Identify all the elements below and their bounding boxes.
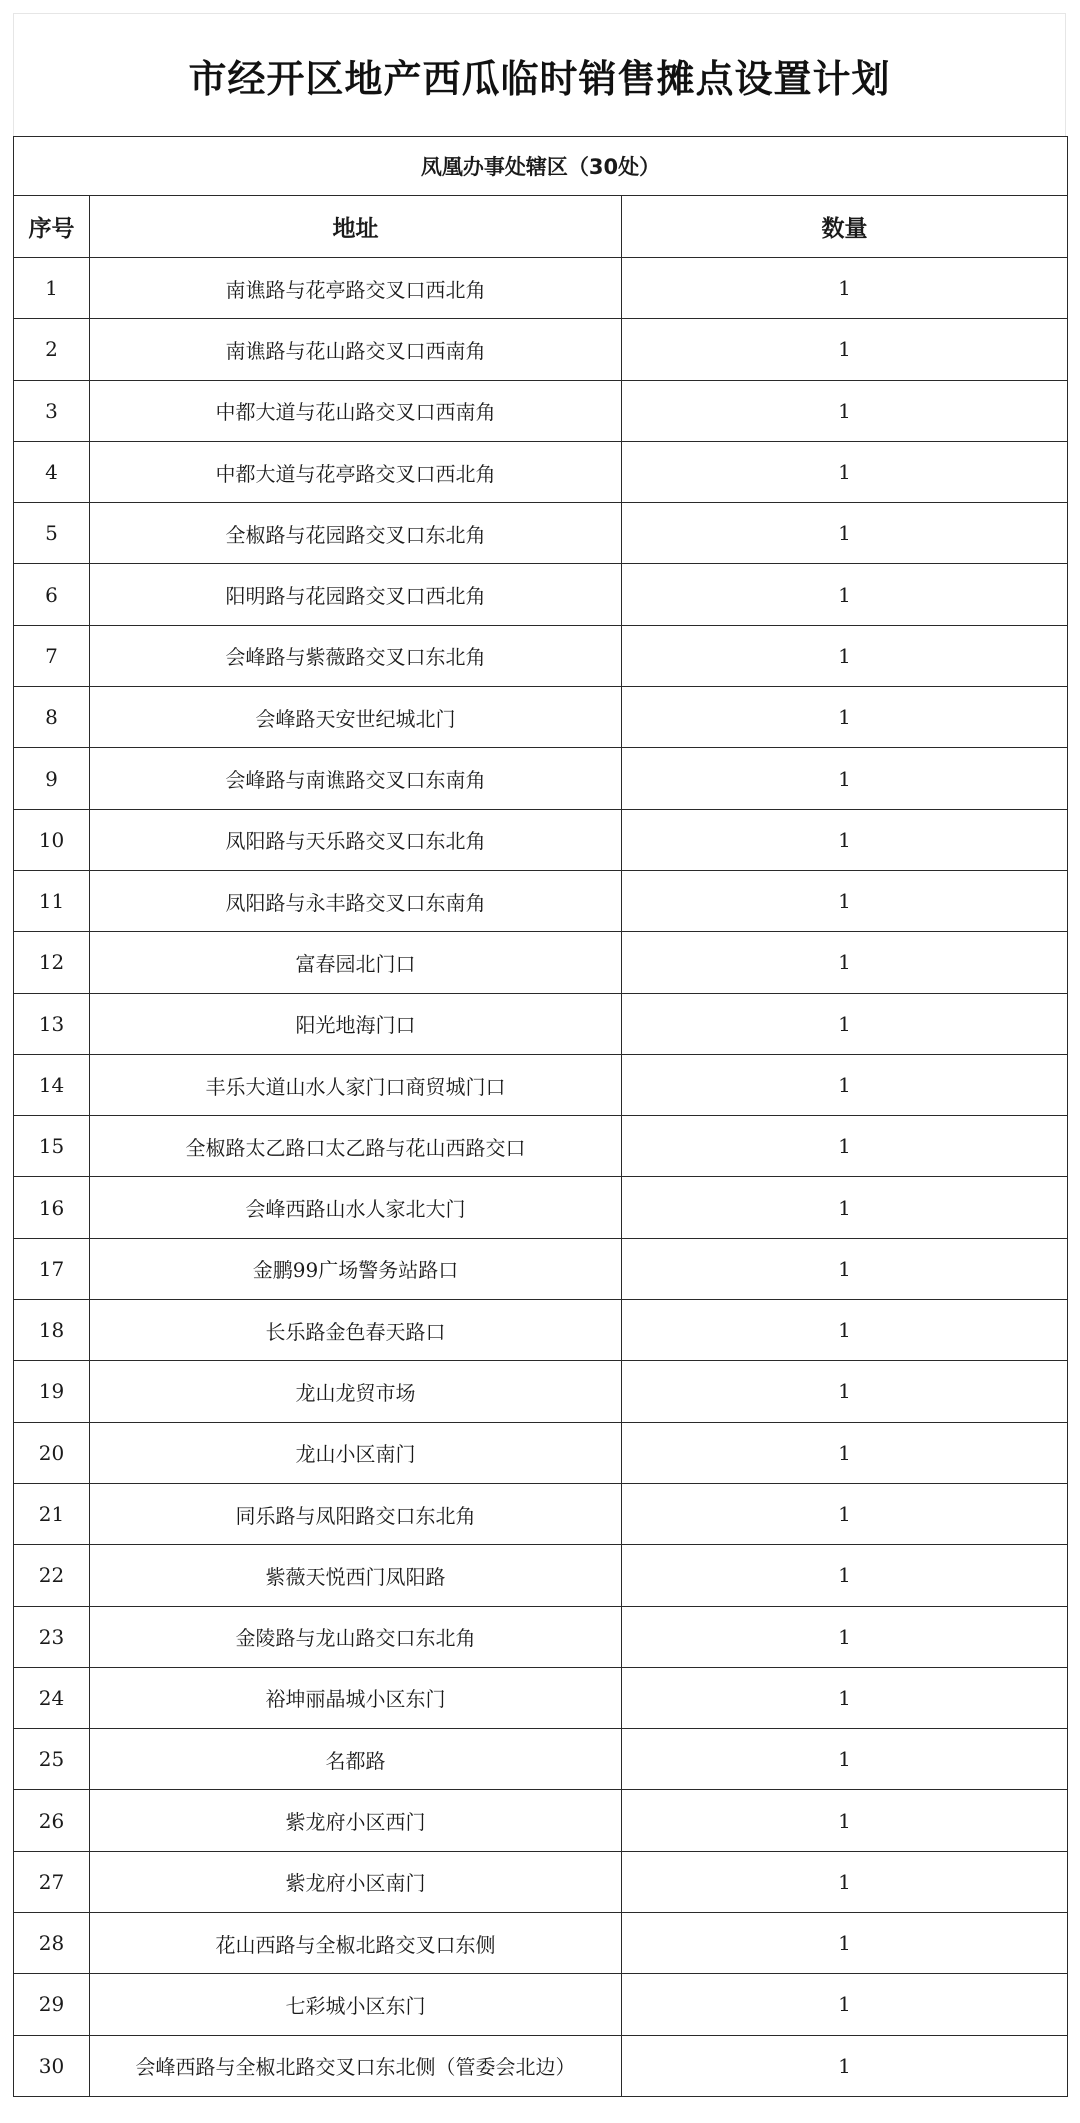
row-count: 1 xyxy=(622,319,1068,380)
row-count: 1 xyxy=(622,1361,1068,1422)
row-address: 金陵路与龙山路交口东北角 xyxy=(90,1606,622,1667)
row-address: 金鹏99广场警务站路口 xyxy=(90,1238,622,1299)
table-row xyxy=(14,503,1068,564)
row-address: 龙山龙贸市场 xyxy=(90,1361,622,1422)
row-count: 1 xyxy=(622,1238,1068,1299)
table-row xyxy=(14,1422,1068,1483)
row-index: 27 xyxy=(14,1851,90,1912)
row-count: 1 xyxy=(622,932,1068,993)
row-index: 6 xyxy=(14,564,90,625)
table-row xyxy=(14,319,1068,380)
district-row xyxy=(14,137,1068,196)
row-address: 龙山小区南门 xyxy=(90,1422,622,1483)
row-address: 阳光地海门口 xyxy=(90,993,622,1054)
row-count: 1 xyxy=(622,1606,1068,1667)
title-box xyxy=(13,13,1066,136)
row-index: 9 xyxy=(14,748,90,809)
header-index: 序号 xyxy=(14,196,90,258)
row-index: 29 xyxy=(14,1974,90,2035)
table-row xyxy=(14,1054,1068,1115)
row-index: 4 xyxy=(14,441,90,502)
table-row xyxy=(14,441,1068,502)
district-label: 凤凰办事处辖区（30处） xyxy=(14,137,1068,196)
table-row xyxy=(14,1974,1068,2035)
row-count: 1 xyxy=(622,258,1068,319)
table-row xyxy=(14,993,1068,1054)
row-index: 26 xyxy=(14,1790,90,1851)
row-address: 长乐路金色春天路口 xyxy=(90,1300,622,1361)
table-row xyxy=(14,258,1068,319)
row-count: 1 xyxy=(622,380,1068,441)
table-row xyxy=(14,1851,1068,1912)
table-row xyxy=(14,1606,1068,1667)
row-index: 16 xyxy=(14,1177,90,1238)
table-row xyxy=(14,2035,1068,2096)
row-address: 丰乐大道山水人家门口商贸城门口 xyxy=(90,1054,622,1115)
row-address: 同乐路与凤阳路交口东北角 xyxy=(90,1483,622,1544)
row-count: 1 xyxy=(622,809,1068,870)
row-index: 20 xyxy=(14,1422,90,1483)
row-index: 1 xyxy=(14,258,90,319)
row-index: 12 xyxy=(14,932,90,993)
row-index: 7 xyxy=(14,625,90,686)
row-index: 25 xyxy=(14,1729,90,1790)
table-row xyxy=(14,1913,1068,1974)
table-row xyxy=(14,380,1068,441)
row-address: 会峰路与南谯路交叉口东南角 xyxy=(90,748,622,809)
row-count: 1 xyxy=(622,1300,1068,1361)
row-count: 1 xyxy=(622,1483,1068,1544)
row-count: 1 xyxy=(622,1974,1068,2035)
row-index: 8 xyxy=(14,687,90,748)
row-index: 28 xyxy=(14,1913,90,1974)
row-count: 1 xyxy=(622,564,1068,625)
row-index: 24 xyxy=(14,1667,90,1728)
row-index: 10 xyxy=(14,809,90,870)
row-index: 11 xyxy=(14,870,90,931)
row-count: 1 xyxy=(622,625,1068,686)
table-row xyxy=(14,1790,1068,1851)
row-index: 30 xyxy=(14,2035,90,2096)
table-row xyxy=(14,870,1068,931)
row-index: 21 xyxy=(14,1483,90,1544)
table-row xyxy=(14,1483,1068,1544)
row-address: 全椒路太乙路口太乙路与花山西路交口 xyxy=(90,1116,622,1177)
table-row xyxy=(14,1300,1068,1361)
stall-plan-table xyxy=(13,136,1068,2097)
row-count: 1 xyxy=(622,1851,1068,1912)
row-index: 2 xyxy=(14,319,90,380)
row-count: 1 xyxy=(622,1913,1068,1974)
row-address: 中都大道与花亭路交叉口西北角 xyxy=(90,441,622,502)
table-row xyxy=(14,1238,1068,1299)
row-index: 5 xyxy=(14,503,90,564)
row-count: 1 xyxy=(622,748,1068,809)
row-index: 14 xyxy=(14,1054,90,1115)
row-address: 全椒路与花园路交叉口东北角 xyxy=(90,503,622,564)
row-index: 13 xyxy=(14,993,90,1054)
row-index: 15 xyxy=(14,1116,90,1177)
row-address: 凤阳路与天乐路交叉口东北角 xyxy=(90,809,622,870)
row-address: 南谯路与花亭路交叉口西北角 xyxy=(90,258,622,319)
table-row xyxy=(14,932,1068,993)
header-address: 地址 xyxy=(90,196,622,258)
table-row xyxy=(14,1667,1068,1728)
row-count: 1 xyxy=(622,1422,1068,1483)
row-address: 会峰路与紫薇路交叉口东北角 xyxy=(90,625,622,686)
row-address: 会峰路天安世纪城北门 xyxy=(90,687,622,748)
row-address: 七彩城小区东门 xyxy=(90,1974,622,2035)
table-row xyxy=(14,1729,1068,1790)
row-count: 1 xyxy=(622,993,1068,1054)
row-address: 紫薇天悦西门凤阳路 xyxy=(90,1545,622,1606)
header-row xyxy=(14,196,1068,258)
page-title: 市经开区地产西瓜临时销售摊点设置计划 xyxy=(188,56,891,101)
row-count: 1 xyxy=(622,503,1068,564)
table-row xyxy=(14,687,1068,748)
table-row xyxy=(14,564,1068,625)
row-index: 17 xyxy=(14,1238,90,1299)
table-row xyxy=(14,1116,1068,1177)
row-address: 紫龙府小区南门 xyxy=(90,1851,622,1912)
row-address: 会峰西路与全椒北路交叉口东北侧（管委会北边） xyxy=(90,2035,622,2096)
row-index: 18 xyxy=(14,1300,90,1361)
row-count: 1 xyxy=(622,1545,1068,1606)
table-row xyxy=(14,625,1068,686)
row-count: 1 xyxy=(622,687,1068,748)
row-index: 19 xyxy=(14,1361,90,1422)
row-count: 1 xyxy=(622,1729,1068,1790)
table-row xyxy=(14,1545,1068,1606)
row-count: 1 xyxy=(622,1667,1068,1728)
row-address: 会峰西路山水人家北大门 xyxy=(90,1177,622,1238)
row-count: 1 xyxy=(622,1790,1068,1851)
row-count: 1 xyxy=(622,870,1068,931)
row-address: 阳明路与花园路交叉口西北角 xyxy=(90,564,622,625)
row-address: 裕坤丽晶城小区东门 xyxy=(90,1667,622,1728)
row-count: 1 xyxy=(622,2035,1068,2096)
row-address: 凤阳路与永丰路交叉口东南角 xyxy=(90,870,622,931)
row-index: 3 xyxy=(14,380,90,441)
row-address: 花山西路与全椒北路交叉口东侧 xyxy=(90,1913,622,1974)
row-address: 名都路 xyxy=(90,1729,622,1790)
row-count: 1 xyxy=(622,1116,1068,1177)
row-index: 22 xyxy=(14,1545,90,1606)
row-count: 1 xyxy=(622,441,1068,502)
row-address: 富春园北门口 xyxy=(90,932,622,993)
row-count: 1 xyxy=(622,1054,1068,1115)
table-row xyxy=(14,1361,1068,1422)
row-index: 23 xyxy=(14,1606,90,1667)
row-count: 1 xyxy=(622,1177,1068,1238)
table-body xyxy=(14,258,1068,2097)
row-address: 紫龙府小区西门 xyxy=(90,1790,622,1851)
row-address: 中都大道与花山路交叉口西南角 xyxy=(90,380,622,441)
header-count: 数量 xyxy=(622,196,1068,258)
table-row xyxy=(14,1177,1068,1238)
table-row xyxy=(14,748,1068,809)
table-row xyxy=(14,809,1068,870)
row-address: 南谯路与花山路交叉口西南角 xyxy=(90,319,622,380)
